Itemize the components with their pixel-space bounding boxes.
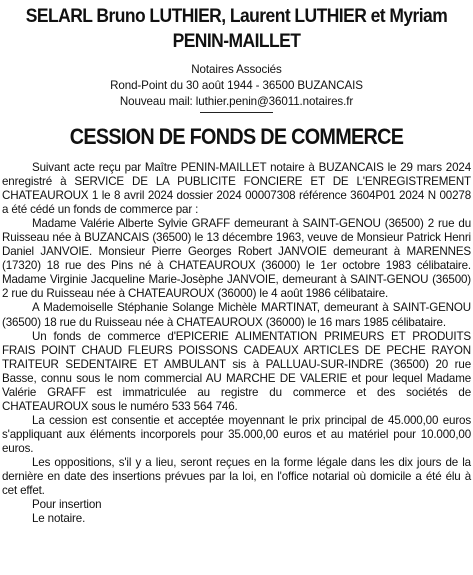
office-email: Nouveau mail: luthier.penin@36011.notaires.fr	[119, 95, 354, 108]
notice-body	[2, 161, 471, 526]
notice-title: CESSION DE FONDS DE COMMERCE	[69, 124, 404, 149]
paragraph-oppositions: Les oppositions, s'il y a lieu, seront reçues en la forme légale dans les dix jours de la dernière en date des insertions prévues par la loi, en l'office notarial où domicile a été élu à cet effet.	[2, 455, 471, 498]
signoff-insertion: Pour insertion	[32, 498, 102, 512]
office-name: SELARL Bruno LUTHIER, Laurent LUTHIER et Myriam PENIN-MAILLET	[25, 6, 448, 52]
office-type: Notaires Associés	[191, 63, 282, 76]
office-details	[0, 62, 473, 110]
paragraph-deed: Suivant acte reçu par Maître PENIN-MAILLET notaire à BUZANCAIS le 29 mars 2024 enregistré à SERVICE DE LA PUBLICITE FONCIERE ET DE L'ENREGISTREMENT CHATEAUROUX 1 le 8 avril 2024 dossier 2024 00007308 référence 3604P01 2024 N 00278 a été cédé un fonds de commerce par :	[2, 161, 471, 217]
office-address: Rond-Point du 30 août 1944 - 36500 BUZANCAIS	[110, 79, 363, 92]
paragraph-business: Un fonds de commerce d'EPICERIE ALIMENTATION PRIMEURS ET PRODUITS FRAIS POINT CHAUD FLEURS POISSONS CADEAUX ARTICLES DE PECHE RAYON TRAITEUR SEDENTAIRE ET AMBULANT sis à PALLUAU-SUR-INDRE (36500) 20 rue Basse, connu sous le nom commercial AU MARCHE DE VALERIE et pour lequel Madame Valérie GRAFF est immatriculée au registre du commerce et des sociétés de CHATEAUROUX sous le numéro 533 564 746.	[2, 329, 471, 413]
paragraph-price: La cession est consentie et acceptée moyennant le prix principal de 45.000,00 euros s'appliquant aux éléments incorporels pour 35.000,00 euros et au matériel pour 10.000,00 euros.	[2, 413, 471, 455]
paragraph-sellers: Madame Valérie Alberte Sylvie GRAFF demeurant à SAINT-GENOU (36500) 2 rue du Ruisseau née à BUZANCAIS (36500) le 13 décembre 1963, veuve de Monsieur Patrick Henri Daniel JANVOIE. Monsieur Pierre Georges Robert JANVOIE demeurant à MARENNES (17320) 18 rue des Pins né à CHATEAUROUX (36000) le 1er octobre 1983 célibataire. Madame Virginie Jacqueline Marie-Josèphe JANVOIE, demeurant à SAINT-GENOU (36500) 2 rue du Ruisseau née à CHATEAUROUX (36000) le 4 août 1986 célibataire.	[2, 217, 471, 301]
signoff-notary: Le notaire.	[32, 512, 86, 526]
header-divider	[200, 112, 273, 113]
paragraph-buyer: A Mademoiselle Stéphanie Solange Michèle MARTINAT, demeurant à SAINT-GENOU (36500) 18 rue du Ruisseau née à CHATEAUROUX (36000) le 16 mars 1985 célibataire.	[2, 301, 471, 329]
